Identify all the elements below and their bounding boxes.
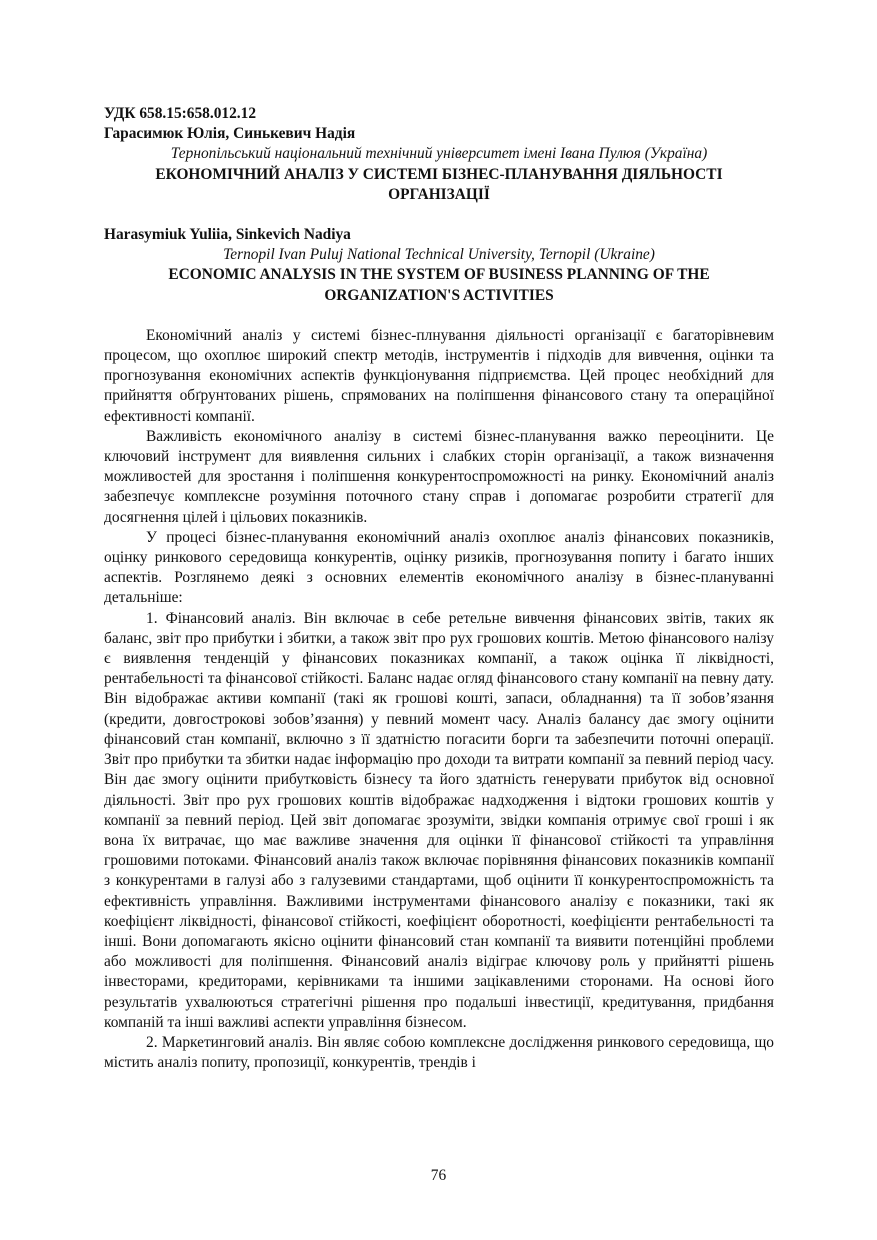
title-en-line2: ORGANIZATION'S ACTIVITIES: [324, 286, 554, 304]
paragraph-importance: Важливість економічного аналізу в системі бізнес-планування важко переоцінити. Це ключовий інструмент для виявлення сильних і слабких сторін організації, а також визначення можливостей для зростання і поліпшення конкурентоспроможності на ринку. Економічний аналіз забезпечує комплексне розуміння поточного стану справ і допомагає розробити стратегії для досягнення цілей і цільових показників.: [104, 427, 774, 526]
paper-page: [104, 104, 774, 1073]
page-number: 76: [430, 1167, 447, 1184]
paragraph-elements: У процесі бізнес-планування економічний аналіз охоплює аналіз фінансових показників, оцінку ринкового середовища конкурентів, оцінку ризиків, прогнозування попиту і багато інших аспектів. Розглянемо деякі з основних елементів економічного аналізу в бізнес-плануванні детальніше:: [104, 528, 774, 607]
affiliation-en: Ternopil Ivan Puluj National Technical University, Ternopil (Ukraine): [223, 246, 655, 264]
authors-en: Harasymiuk Yuliia, Sinkevich Nadiya: [104, 226, 351, 244]
paragraph-financial-analysis: 1. Фінансовий аналіз. Він включає в себе ретельне вивчення фінансових звітів, таких як баланс, звіт про прибутки і збитки, а також звіт про рух грошових коштів. Метою фінансового налізу є виявлення тенденцій у фінансових показниках компанії, а також оцінка її ліквідності, рентабельності та фінансової стійкості. Баланс надає огляд фінансового стану компанії на певну дату. Він відображає активи компанії (такі як грошові кошті, запаси, обладнання) та її зобов’язання (кредити, довгострокові зобов’язання) у певний момент часу. Аналіз балансу дає змогу оцінити фінансовий стан компанії, включно з її здатністю погасити борги та забезпечити поточні операції. Звіт про прибутки та збитки надає інформацію про доходи та витрати компанії за певний період часу. Він дає змогу оцінити прибутковість бізнесу та його здатність генерувати прибуток від основної діяльності. Звіт про рух грошових коштів відображає надходження і відтоки грошових коштів у компанії за певний період. Цей звіт допомагає зрозуміти, звідки компанія отримує свої гроші і як вона їх витрачає, що має важливе значення для оцінки її фінансової стійкості та управління грошовими потоками. Фінансовий аналіз також включає порівняння фінансових показників компанії з конкурентами в галузі або з галузевими стандартами, щоб оцінити її конкурентоспроможність та ефективність управління. Важливими інструментами фінансового аналізу є показники, такі як коефіцієнт ліквідності, фінансової стійкості, коефіцієнт оборотності, коефіцієнти рентабельності та інші. Вони допомагають якісно оцінити фінансовий стан компанії та виявити потенційні проблеми або можливості для поліпшення. Фінансовий аналіз відіграє ключову роль у прийнятті рішень інвесторами, кредиторами, керівниками та іншими зацікавленими сторонами. На основі його результатів ухвалюються стратегічні рішення про подальші інвестиції, кредитування, придбання компаній та інші важливі аспекти управління бізнесом.: [104, 609, 774, 1031]
udk-code: УДК 658.15:658.012.12: [104, 105, 257, 122]
affiliation-ua: Тернопільський національний технічний університет імені Івана Пулюя (Україна): [170, 145, 708, 163]
authors-ua: Гарасимюк Юлія, Синькевич Надія: [104, 125, 356, 143]
spacer: [104, 205, 774, 225]
paragraph-marketing-analysis: 2. Маркетинговий аналіз. Він являє собою комплексне дослідження ринкового середовища, що містить аналіз попиту, пропозиції, конкурентів, трендів і: [104, 1033, 774, 1072]
title-ua-line2: ОРГАНІЗАЦІЇ: [388, 185, 490, 203]
title-ua-line1: ЕКОНОМІЧНИЙ АНАЛІЗ У СИСТЕМІ БІЗНЕС-ПЛАНУВАННЯ ДІЯЛЬНОСТІ: [155, 165, 723, 183]
title-en-line1: ECONOMIC ANALYSIS IN THE SYSTEM OF BUSINESS PLANNING OF THE: [168, 266, 710, 284]
spacer: [104, 306, 774, 326]
paragraph-intro: Економічний аналіз у системі бізнес-плнування діяльності організації є багаторівневим процесом, що охоплює широкий спектр методів, інструментів і підходів для вивчення, оцінки та прогнозування економічних аспектів функціонування підприємства. Цей процес необхідний для прийняття обґрунтованих рішень, спрямованих на поліпшення фінансового стану та операційної ефективності компанії.: [104, 326, 774, 425]
